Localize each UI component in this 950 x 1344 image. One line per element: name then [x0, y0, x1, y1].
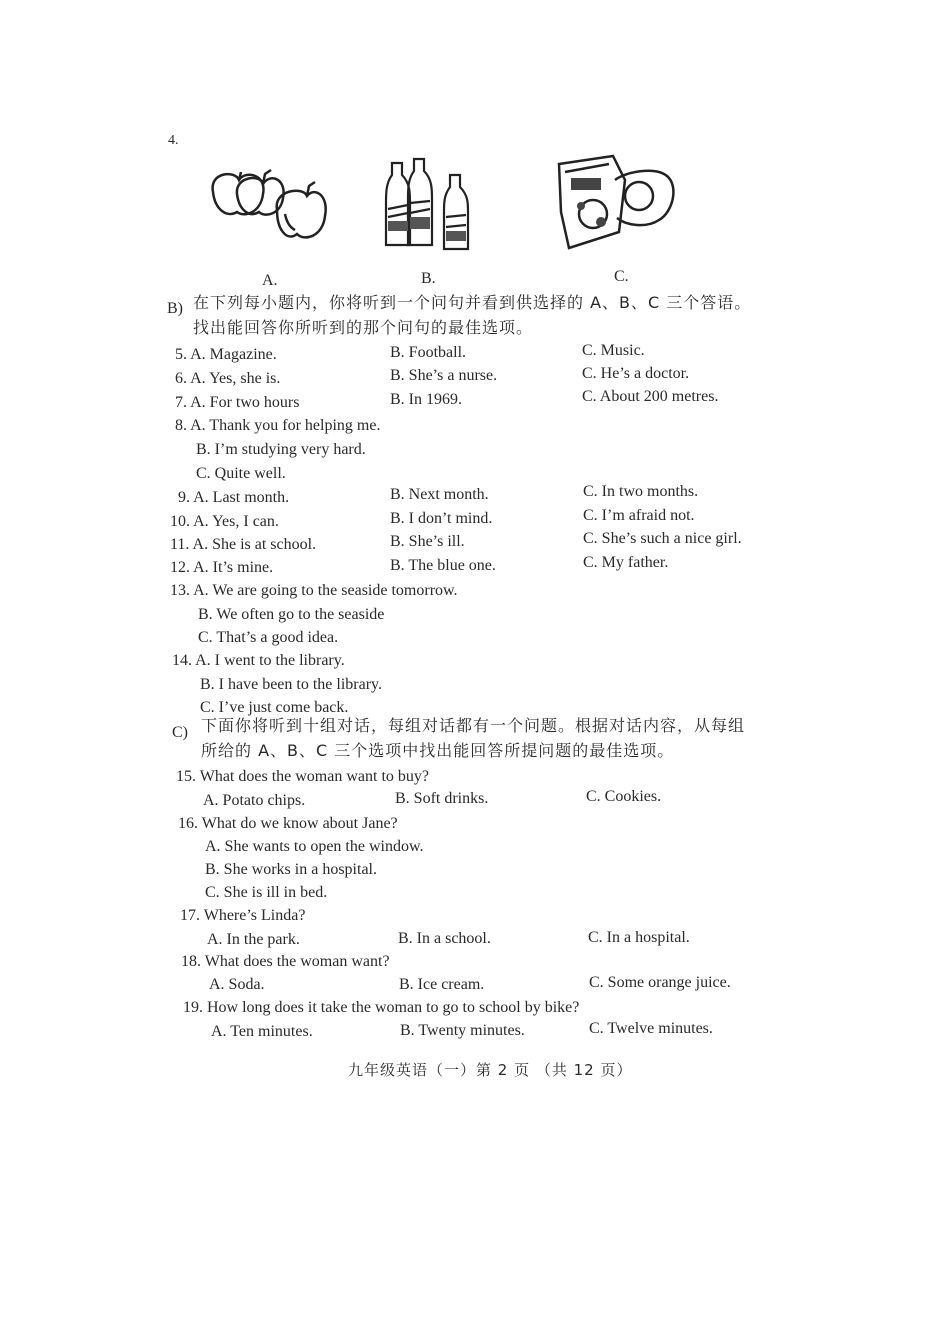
q10-option-b: B. I don’t mind.: [390, 510, 493, 527]
q12-option-b: B. The blue one.: [390, 557, 496, 574]
section-c-marker: C): [172, 724, 188, 741]
q16-option-c: C. She is ill in bed.: [205, 884, 328, 901]
q18-question: 18. What does the woman want?: [181, 953, 390, 970]
q8-option-a: 8. A. Thank you for helping me.: [175, 417, 381, 434]
q5-option-c: C. Music.: [582, 342, 645, 359]
q15-option-a: A. Potato chips.: [203, 792, 306, 809]
q6-option-a: 6. A. Yes, she is.: [175, 370, 281, 387]
q7-option-b: B. In 1969.: [390, 391, 462, 408]
q17-option-c: C. In a hospital.: [588, 929, 690, 946]
option-b-label: B.: [421, 270, 436, 287]
soda-bottles-image: [380, 153, 480, 253]
q19-option-c: C. Twelve minutes.: [589, 1020, 713, 1037]
q17-option-a: A. In the park.: [207, 931, 300, 948]
q14-option-c: C. I’ve just come back.: [200, 699, 349, 716]
q18-option-b: B. Ice cream.: [399, 976, 485, 993]
q17-question: 17. Where’s Linda?: [180, 907, 306, 924]
section-c-instruction-line1: 下面你将听到十组对话，每组对话都有一个问题。根据对话内容，从每组: [201, 716, 746, 735]
q16-question: 16. What do we know about Jane?: [178, 815, 398, 832]
q8-option-b: B. I’m studying very hard.: [196, 441, 366, 458]
q13-option-a: 13. A. We are going to the seaside tomorrow.: [170, 582, 458, 599]
q18-option-a: A. Soda.: [209, 976, 265, 993]
q11-option-b: B. She’s ill.: [390, 533, 465, 550]
q5-option-a: 5. A. Magazine.: [175, 346, 277, 363]
q12-option-c: C. My father.: [583, 554, 669, 571]
q12-option-a: 12. A. It’s mine.: [170, 559, 274, 576]
q14-option-b: B. I have been to the library.: [200, 676, 383, 693]
option-c-label: C.: [614, 268, 629, 285]
q15-option-b: B. Soft drinks.: [395, 790, 489, 807]
section-b-instruction-line1: 在下列每小题内，你将听到一个问句并看到供选择的 A、B、C 三个答语。: [193, 293, 752, 312]
section-c-instruction-line2: 所给的 A、B、C 三个选项中找出能回答所提问题的最佳选项。: [201, 741, 675, 760]
q9-option-a: 9. A. Last month.: [178, 489, 290, 506]
q7-option-c: C. About 200 metres.: [582, 388, 719, 405]
q7-option-a: 7. A. For two hours: [175, 394, 300, 411]
q13-option-b: B. We often go to the seaside: [198, 606, 385, 623]
page-footer: 九年级英语（一）第 2 页 （共 12 页）: [348, 1061, 633, 1079]
q8-option-c: C. Quite well.: [196, 465, 286, 482]
option-a-label: A.: [262, 272, 278, 289]
q5-option-b: B. Football.: [390, 344, 467, 361]
section-b-marker: B): [167, 300, 183, 317]
q6-option-b: B. She’s a nurse.: [390, 367, 498, 384]
question-4-number: 4.: [168, 133, 179, 148]
q19-option-a: A. Ten minutes.: [211, 1023, 313, 1040]
apples-image: [205, 162, 335, 244]
section-b-instruction-line2: 找出能回答你所听到的那个问句的最佳选项。: [193, 318, 534, 337]
q10-option-a: 10. A. Yes, I can.: [170, 513, 279, 530]
q14-option-a: 14. A. I went to the library.: [172, 652, 345, 669]
q15-option-c: C. Cookies.: [586, 788, 662, 805]
potato-chips-bag-image: [555, 152, 680, 252]
q10-option-c: C. I’m afraid not.: [583, 507, 695, 524]
q17-option-b: B. In a school.: [398, 930, 491, 947]
q13-option-c: C. That’s a good idea.: [198, 629, 339, 646]
q15-question: 15. What does the woman want to buy?: [176, 768, 429, 785]
q18-option-c: C. Some orange juice.: [589, 974, 731, 991]
q11-option-a: 11. A. She is at school.: [170, 536, 317, 553]
q16-option-b: B. She works in a hospital.: [205, 861, 377, 878]
q6-option-c: C. He’s a doctor.: [582, 365, 690, 382]
q19-option-b: B. Twenty minutes.: [400, 1022, 525, 1039]
q9-option-c: C. In two months.: [583, 483, 699, 500]
q16-option-a: A. She wants to open the window.: [205, 838, 424, 855]
q9-option-b: B. Next month.: [390, 486, 489, 503]
q11-option-c: C. She’s such a nice girl.: [583, 530, 742, 547]
q19-question: 19. How long does it take the woman to go to school by bike?: [183, 999, 580, 1016]
